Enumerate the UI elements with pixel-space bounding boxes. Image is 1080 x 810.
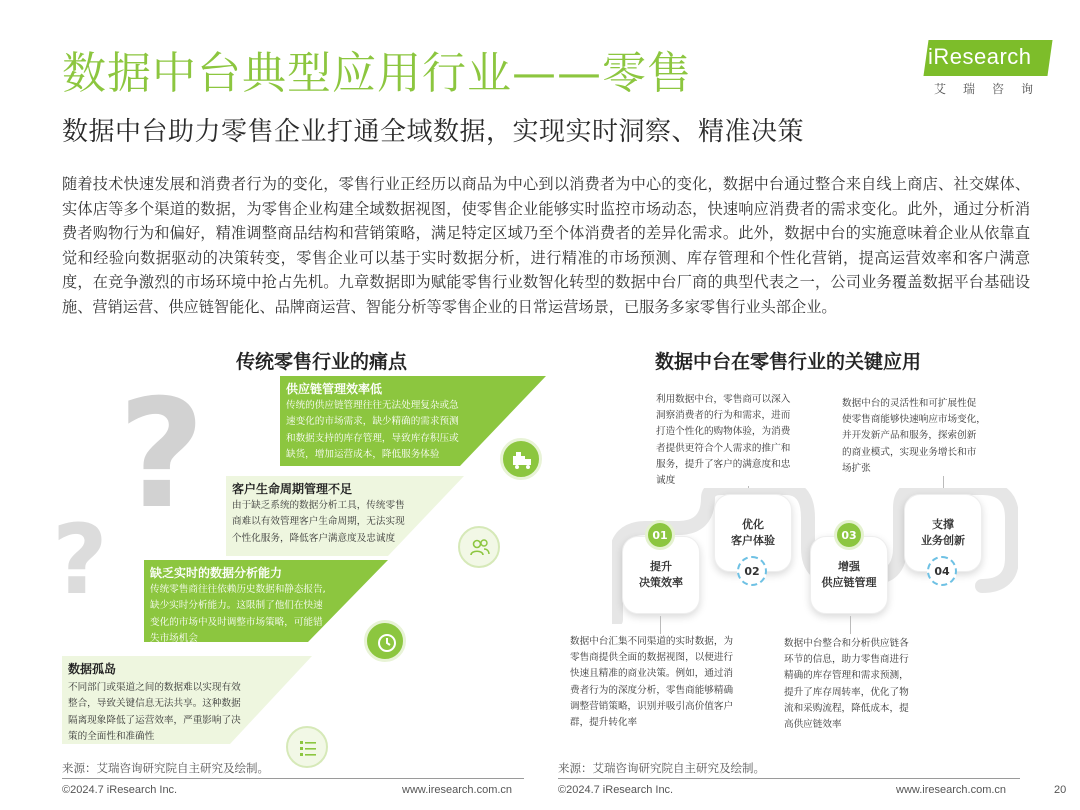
badge-03: 03 [834,520,864,550]
iresearch-logo [918,40,1054,102]
node-supply-chain: 增强 供应链管理 [810,536,888,614]
badge-01: 01 [645,520,675,550]
logo-subtitle: 艾瑞咨询 [934,82,1051,96]
source-note-right: 来源：艾瑞咨询研究院自主研究及绘制。 [558,761,765,775]
application-text-decision: 数据中台汇集不同渠道的实时数据，为 零售商提供全面的数据视图，以便进行 快速且精准的商业决策。例如，通过消 费者行为的深度分析，零售商能够精确 调整营销策略，识别并吸引高价值客户 群，提升转化率 [570,636,734,729]
connector-bottom-2 [850,616,851,634]
node-business-innovation: 支撑 业务创新 [904,494,982,572]
pain-point-title-1: 供应链管理效率低 [286,382,383,396]
left-section-title: 传统零售行业的痛点 [236,351,408,373]
node-decision-efficiency: 提升 决策效率 [622,536,700,614]
application-text-experience: 利用数据中台，零售商可以深入 洞察消费者的行为和需求，进而 打造个性化的购物体验，为消费 者提供更符合个人需求的推广和 服务，提升了客户的满意度和忠 诚度 [656,394,791,487]
list-icon [286,726,328,768]
intro-paragraph: 随着技术快速发展和消费者行为的变化，零售行业正经历以商品为中心到以消费者为中心的变化，数据中台通过整合来自线上商店、社交媒体、实体店等多个渠道的数据，为零售企业构建全域数据视图，使零售企业能够实时监控市场动态，快速响应消费者的需求变化。此外，通过分析消费者购物行为和偏好，精准调整商品结构和营销策略，满足特定区域乃至个体消费者的差异化需求。此外，数据中台的实施意味着企业从依靠直觉和经验向数据驱动的决策转变，零售企业可以基于实时数据分析，进行精准的市场预测、库存管理和个性化营销，提高运营效率和客户满意度，在竞争激烈的市场环境中抢占先机。九章数据即为赋能零售行业数智化转型的数据中台厂商的典型代表之一，公司业务覆盖数据平台基础设施、营销运营、供应链智能化、品牌商运营、智能分析等零售企业的日常运营场景，已服务多家零售行业头部企业。 [62,175,1030,316]
truck-icon [500,438,542,480]
footer-copyright-left: ©2024.7 iResearch Inc. [62,784,178,796]
page-title: 数据中台典型应用行业——零售 [62,48,692,99]
footer-divider-right [558,778,1020,779]
clock-icon [364,620,406,662]
right-section-title: 数据中台在零售行业的关键应用 [655,351,922,373]
application-text-innovation: 数据中台的灵活性和可扩展性促 使零售商能够快速响应市场变化， 并开发新产品和服务，探索创新 的商业模式，实现业务增长和市 场扩张 [842,398,986,474]
source-note-left: 来源：艾瑞咨询研究院自主研究及绘制。 [62,761,269,775]
pain-point-text-1: 传统的供应链管理往往无法处理复杂或急 速变化的市场需求，缺少精确的需求预测 和数据支持的库存管理，导致库存积压或 缺货，增加运营成本，降低服务体验 [286,400,459,461]
page-subtitle: 数据中台助力零售企业打通全域数据，实现实时洞察、精准决策 [62,117,805,147]
pain-point-text-3: 传统零售商往往依赖历史数据和静态报告, 缺少实时分析能力。这限制了他们在快速 变化的市场中及时调整市场策略，可能错 失市场机会 [150,584,326,645]
pain-point-title-3: 缺乏实时的数据分析能力 [150,566,283,580]
footer-url-right[interactable]: www.iresearch.com.cn [896,784,1007,796]
users-icon [458,526,500,568]
footer-copyright-right: ©2024.7 iResearch Inc. [558,784,674,796]
page-number: 20 [1054,784,1067,796]
logo-brand: iResearch [928,44,1032,69]
badge-04: 04 [927,556,957,586]
pain-point-title-4: 数据孤岛 [68,662,117,676]
application-text-supply: 数据中台整合和分析供应链各 环节的信息，助力零售商进行 精确的库存管理和需求预测， 提升了库存周转率，优化了物 流和采购流程，降低成本，提 高供应链效率 [784,638,909,731]
question-mark-small-icon: ? [52,504,108,616]
question-mark-icon: ? [118,368,206,542]
pain-point-band-2 [226,476,464,556]
pain-point-band-3 [144,560,388,645]
pain-point-title-2: 客户生命周期管理不足 [232,482,353,496]
pain-point-band-4 [62,656,312,744]
pain-point-text-4: 不同部门或渠道之间的数据难以实现有效 整合，导致关键信息无法共享。这种数据 隔离现象降低了运营效率，严重影响了决 策的全面性和准确性 [68,682,241,743]
node-customer-experience: 优化 客户体验 [714,494,792,572]
pain-point-text-2: 由于缺乏系统的数据分析工具，传统零售 商难以有效管理客户生命周期，无法实现 个性化服务，降低客户满意度及忠诚度 [232,500,405,544]
footer-divider-left [62,778,524,779]
footer-url-left[interactable]: www.iresearch.com.cn [402,784,513,796]
connector-bottom-1 [660,616,661,634]
badge-02: 02 [737,556,767,586]
